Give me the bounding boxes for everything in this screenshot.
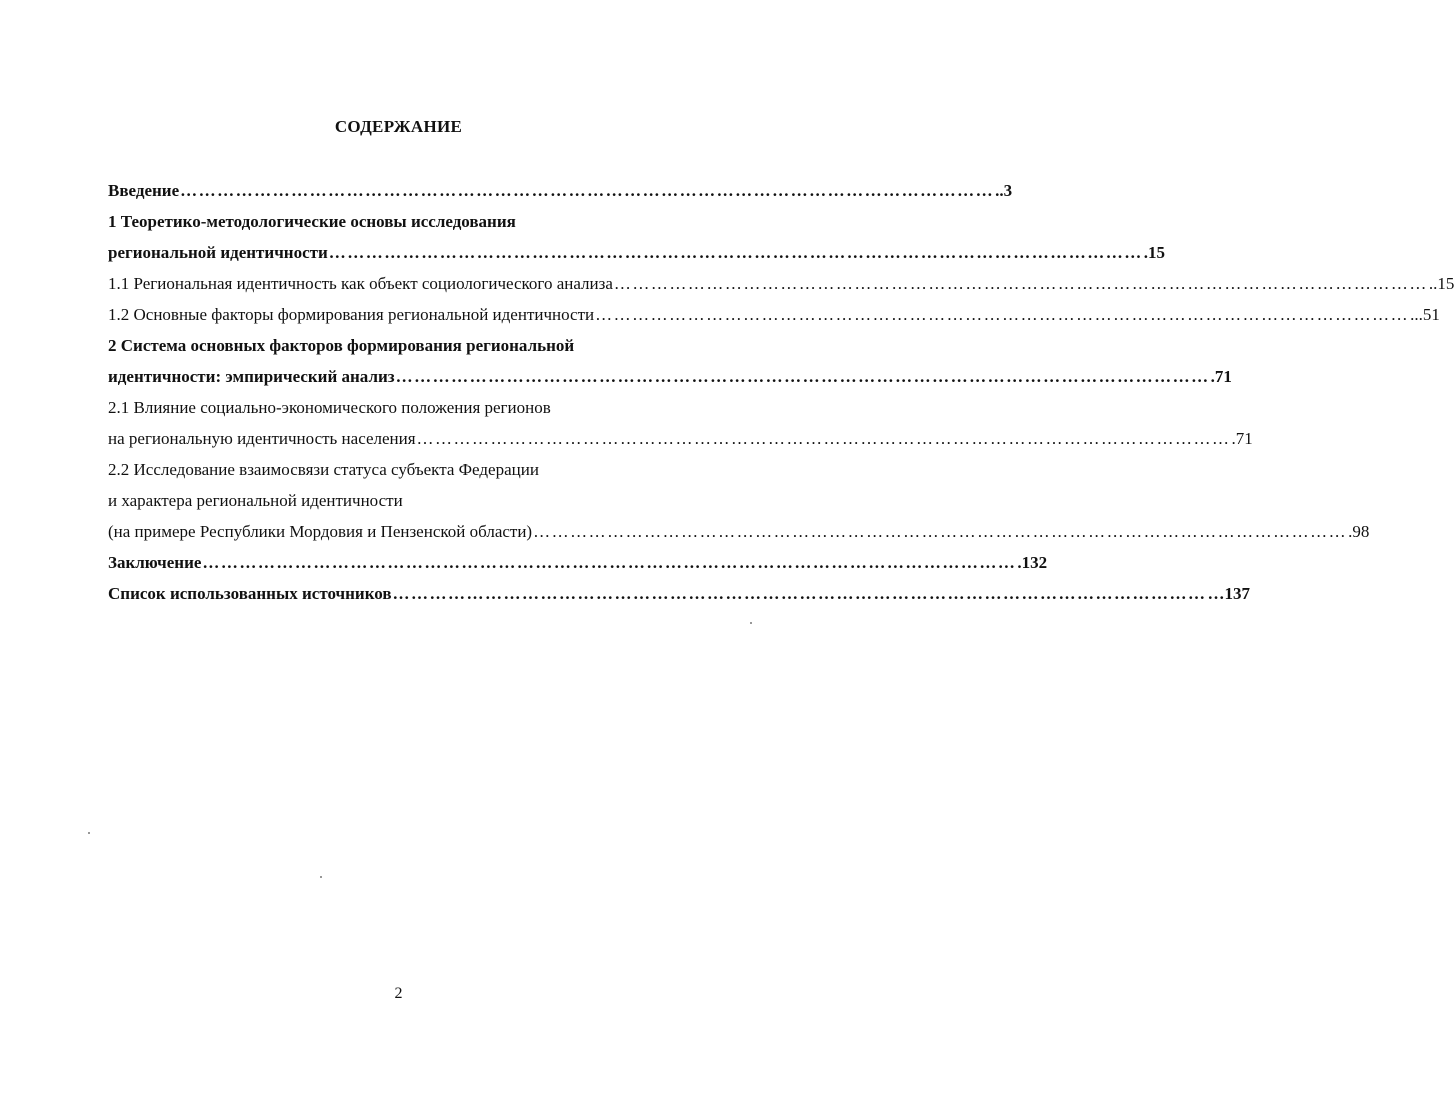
toc-entry-text: на региональную идентичность населения bbox=[108, 429, 416, 448]
toc-entry-page: ..15 bbox=[1428, 274, 1454, 293]
toc-entry-section-2-2-line-2 bbox=[108, 485, 740, 516]
toc-entry-text: 2.1 Влияние социально-экономического положения регионов bbox=[108, 398, 551, 417]
toc-entry-section-2-1-line-2 bbox=[108, 423, 1253, 454]
scan-speck bbox=[750, 622, 752, 624]
toc-entry-section-1-2 bbox=[108, 299, 1440, 330]
toc-leader-dots: …………………………………………………………………………………………………………………… bbox=[595, 305, 1410, 324]
scan-speck bbox=[88, 832, 90, 834]
toc-entry-section-1-1 bbox=[108, 268, 1454, 299]
toc-entry-text: Заключение bbox=[108, 553, 202, 572]
toc-leader-dots: …………………………………………………………………………………………………………………… bbox=[202, 553, 1017, 572]
toc-entry-chapter-2-line-1 bbox=[108, 330, 740, 361]
toc-entry-page: .15 bbox=[1143, 243, 1166, 262]
toc-leader-dots: …………………………………………………………………………………………………………………… bbox=[533, 522, 1348, 541]
toc-entry-introduction bbox=[108, 175, 1013, 206]
page-title: СОДЕРЖАНИЕ bbox=[334, 117, 463, 136]
toc-entry-page: ..3 bbox=[995, 181, 1013, 200]
toc-entry-page: .71 bbox=[1231, 429, 1253, 448]
page-number: 2 bbox=[394, 985, 403, 1002]
toc-entry-page: .71 bbox=[1210, 367, 1232, 386]
toc-entry-text: Введение bbox=[108, 181, 180, 200]
toc-entry-section-2-2-line-3 bbox=[108, 516, 1370, 547]
toc-entry-section-2-1-line-1 bbox=[108, 392, 740, 423]
toc-entry-text: (на примере Республики Мордовия и Пензенской области) bbox=[108, 522, 533, 541]
toc-entry-page: …137 bbox=[1207, 584, 1251, 603]
toc-entry-text: 1.1 Региональная идентичность как объект социологического анализа bbox=[108, 274, 613, 293]
toc-leader-dots: …………………………………………………………………………………………………………………… bbox=[180, 181, 995, 200]
toc-entry-text: Список использованных источников bbox=[108, 584, 392, 603]
table-of-contents bbox=[108, 175, 1454, 609]
toc-entry-text: 1 Теоретико-методологические основы исследования bbox=[108, 212, 516, 231]
toc-entry-chapter-1-line-2 bbox=[108, 237, 1166, 268]
toc-entry-conclusion bbox=[108, 547, 1048, 578]
toc-leader-dots: …………………………………………………………………………………………………………………… bbox=[328, 243, 1143, 262]
toc-leader-dots: …………………………………………………………………………………………………………………… bbox=[395, 367, 1210, 386]
toc-leader-dots: …………………………………………………………………………………………………………………… bbox=[392, 584, 1207, 603]
toc-entry-text: идентичности: эмпирический анализ bbox=[108, 367, 395, 386]
toc-entry-text: региональной идентичности bbox=[108, 243, 328, 262]
toc-entry-text: 2.2 Исследование взаимосвязи статуса субъекта Федерации bbox=[108, 460, 539, 479]
toc-entry-page: .132 bbox=[1017, 553, 1048, 572]
toc-entry-page: .98 bbox=[1348, 522, 1370, 541]
toc-entry-page: ...51 bbox=[1410, 305, 1440, 324]
toc-entry-section-2-2-line-1 bbox=[108, 454, 740, 485]
toc-leader-dots: …………………………………………………………………………………………………………………… bbox=[416, 429, 1231, 448]
toc-entry-references bbox=[108, 578, 1251, 609]
toc-entry-text: 1.2 Основные факторы формирования региональной идентичности bbox=[108, 305, 595, 324]
toc-entry-text: и характера региональной идентичности bbox=[108, 491, 403, 510]
toc-entry-text: 2 Система основных факторов формирования региональной bbox=[108, 336, 575, 355]
toc-entry-chapter-2-line-2 bbox=[108, 361, 1232, 392]
scan-speck bbox=[320, 876, 322, 878]
toc-leader-dots: …………………………………………………………………………………………………………………… bbox=[613, 274, 1428, 293]
toc-entry-chapter-1-line-1 bbox=[108, 206, 740, 237]
